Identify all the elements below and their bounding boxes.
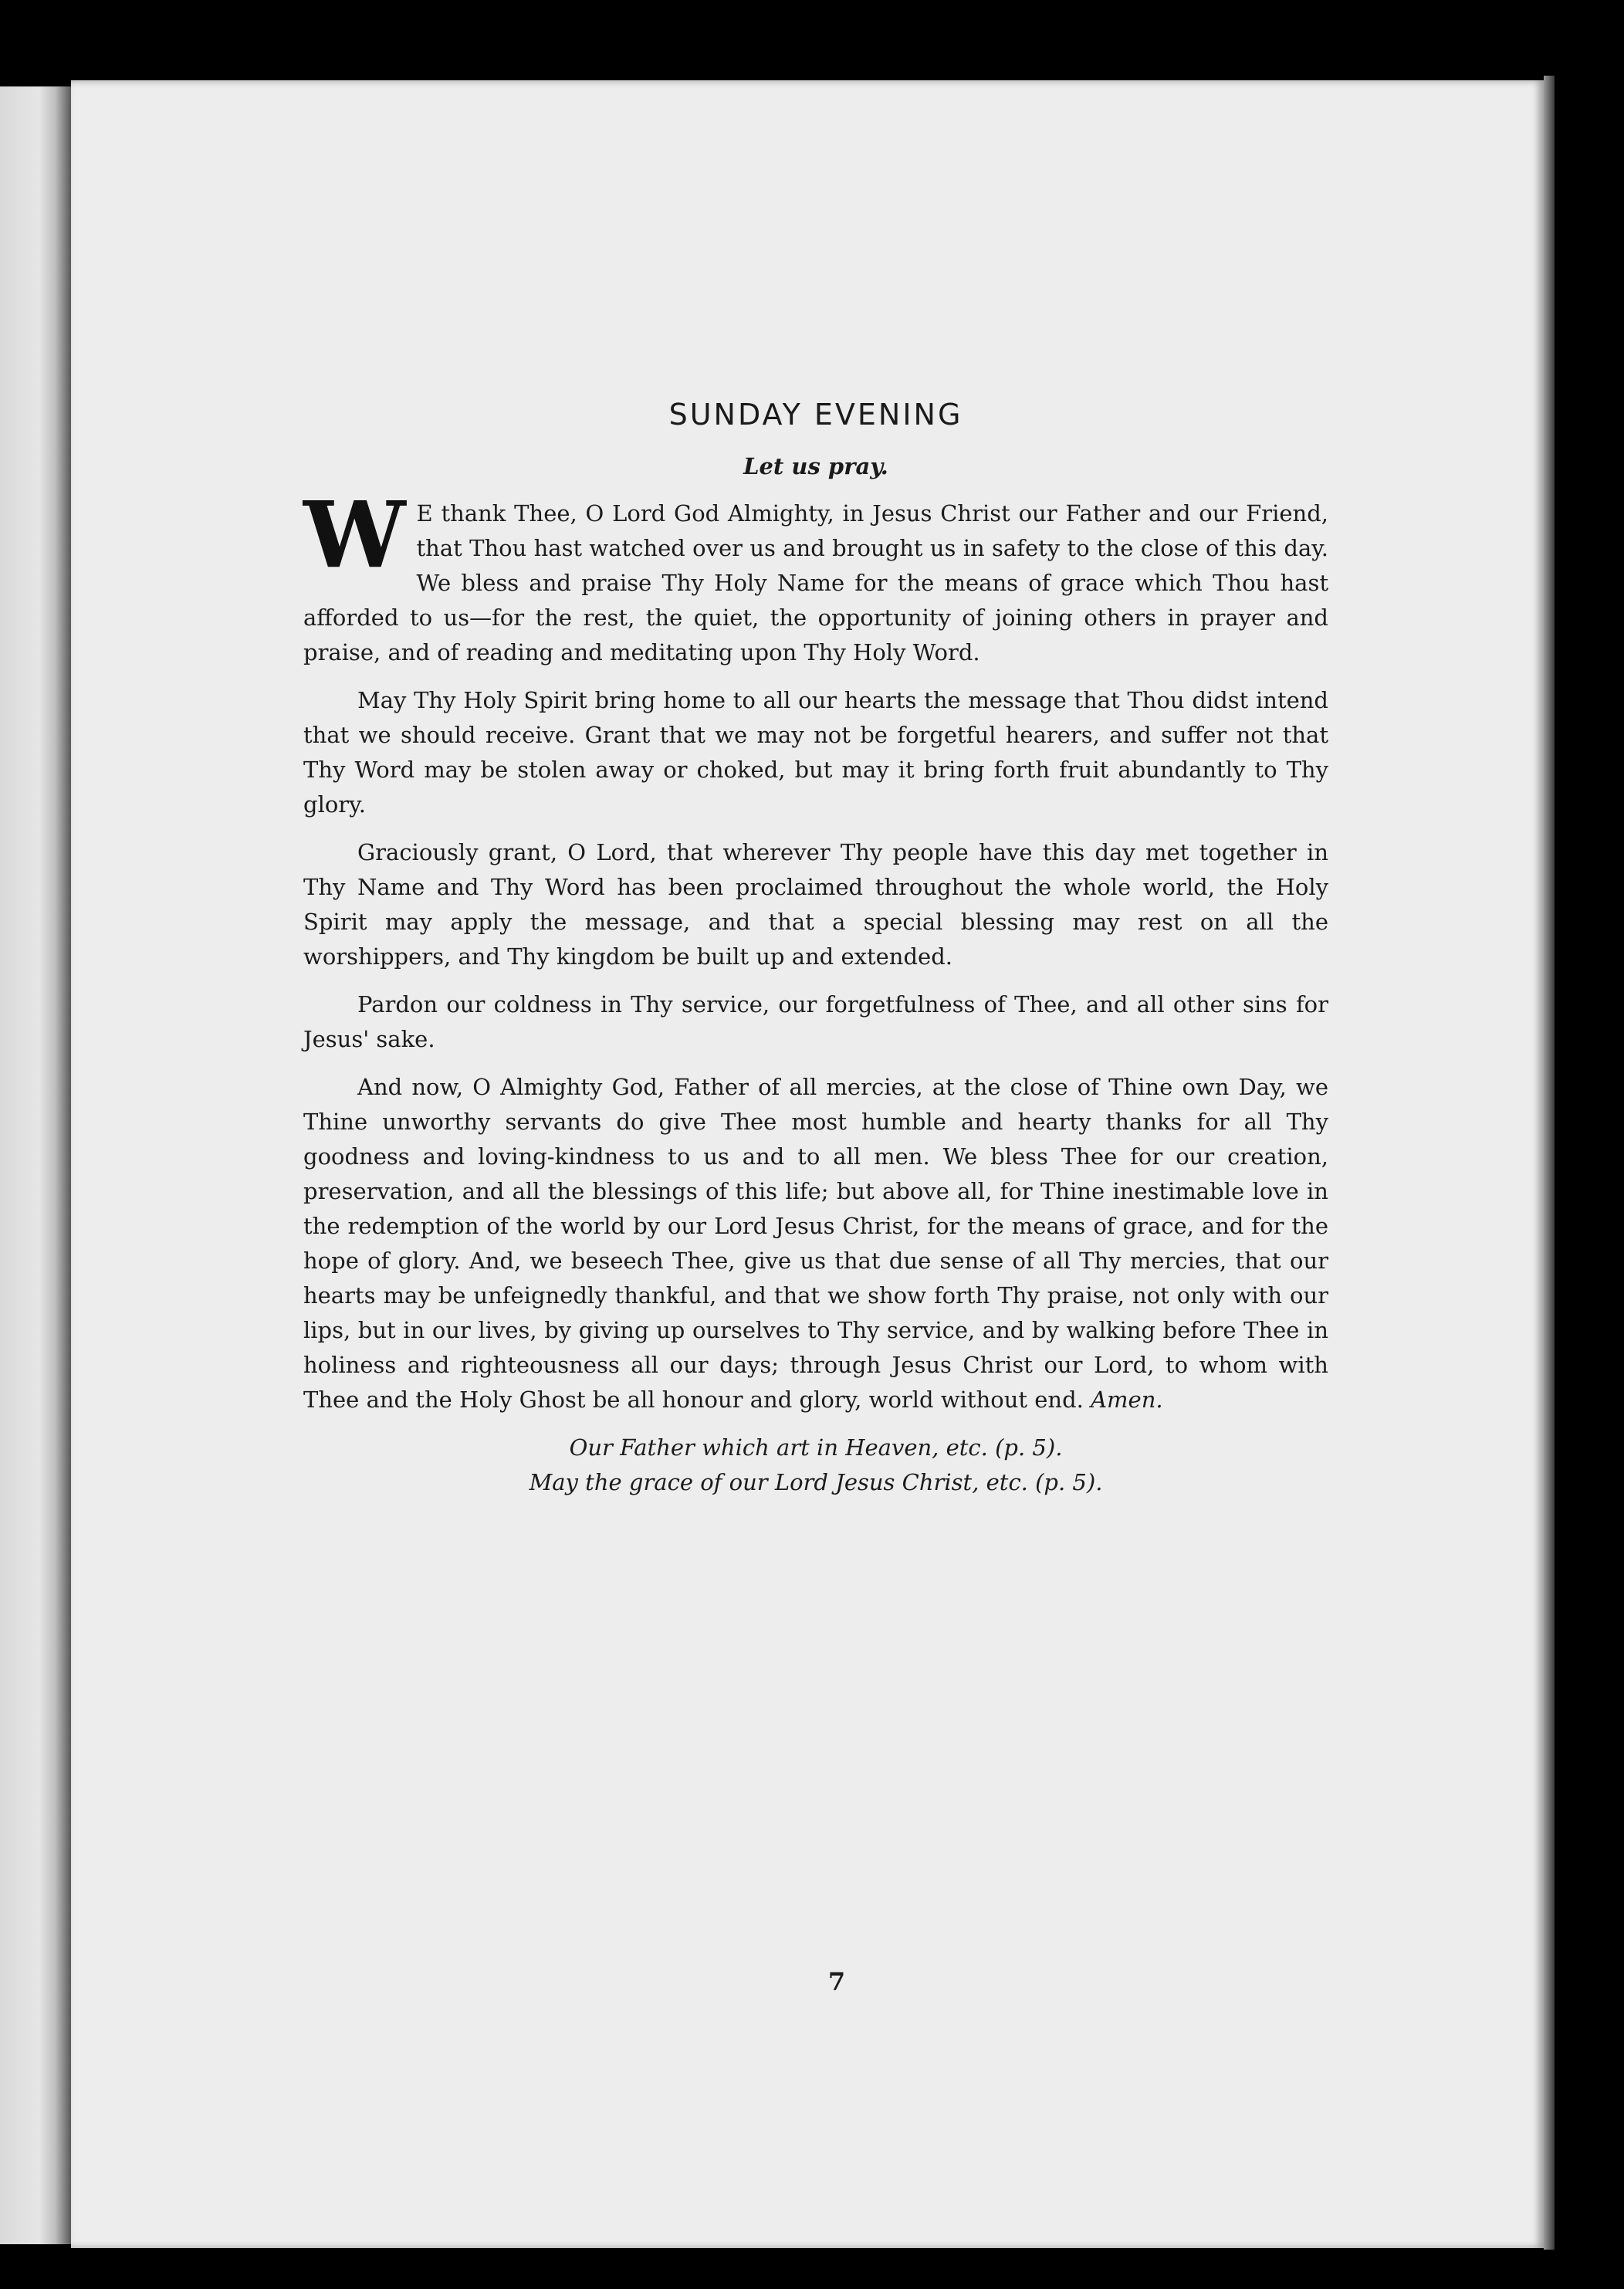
paragraph-5-text: And now, O Almighty God, Father of all mercies, at the close of Thine own Day, we Thine unworthy servants do give Thee most humble and hearty thanks for all Thy goodness and loving-kindness to us and to all men. We bless Thee for our creation, preservation, and all the blessings of this life; but above all, for Thine inestimable love in the redemption of the world by our Lord Jesus Christ, for the means of grace, and for the hope of glory. And, we beseech Thee, give us that due sense of all Thy mercies, that our hearts may be unfeignedly thankful, and that we show forth Thy praise, not only with our lips, but in our lives, by giving up ourselves to Thy service, and by walking before Thee in holiness and righteousness all our days; through Jesus Christ our Lord, to whom with Thee and the Holy Ghost be all honour and glory, world without end. — [303, 1074, 1328, 1413]
closing-line-grace: May the grace of our Lord Jesus Christ, etc. (p. 5). — [529, 1469, 1103, 1495]
page-number: 7 — [827, 1967, 846, 1996]
paragraph-4: Pardon our coldness in Thy service, our forgetfulness of Thee, and all other sins for Jesus' sake. — [303, 991, 1328, 1052]
paragraph-1-text: E thank Thee, O Lord God Almighty, in Jesus Christ our Father and our Friend, that Thou hast watched over us and brought us in safety to the close of this day. We bless and praise Thy Holy Name for the means of grace which Thou hast afforded to us—for the rest, the quiet, the opportunity of joining others in prayer and praise, and of reading and meditating upon Thy Holy Word. — [303, 500, 1328, 665]
amen-text: Amen. — [1091, 1387, 1163, 1413]
paragraph-5 — [303, 1070, 1328, 1417]
prayer-text-block — [303, 398, 1328, 1500]
previous-page-edge — [0, 86, 71, 2244]
page-title: SUNDAY EVENING — [668, 398, 963, 432]
page-right-edge-shadow — [1544, 76, 1555, 2250]
drop-cap-letter: W — [303, 481, 406, 588]
paragraph-2: May Thy Holy Spirit bring home to all our hearts the message that Thou didst intend that we should receive. Grant that we may not be forgetful hearers, and suffer not that Thy Word may be stolen away or choked, but may it bring forth fruit abundantly to Thy glory. — [303, 687, 1328, 818]
closing-line-lords-prayer: Our Father which art in Heaven, etc. (p. 5). — [569, 1434, 1063, 1461]
paragraph-1 — [303, 481, 1328, 670]
page-subtitle: Let us pray. — [743, 453, 888, 479]
paragraph-3: Graciously grant, O Lord, that wherever Thy people have this day met together in Thy Name and Thy Word has been proclaimed throughout the whole world, the Holy Spirit may apply the message, and that a special blessing may rest on all the worshippers, and Thy kingdom be built up and extended. — [303, 839, 1328, 970]
